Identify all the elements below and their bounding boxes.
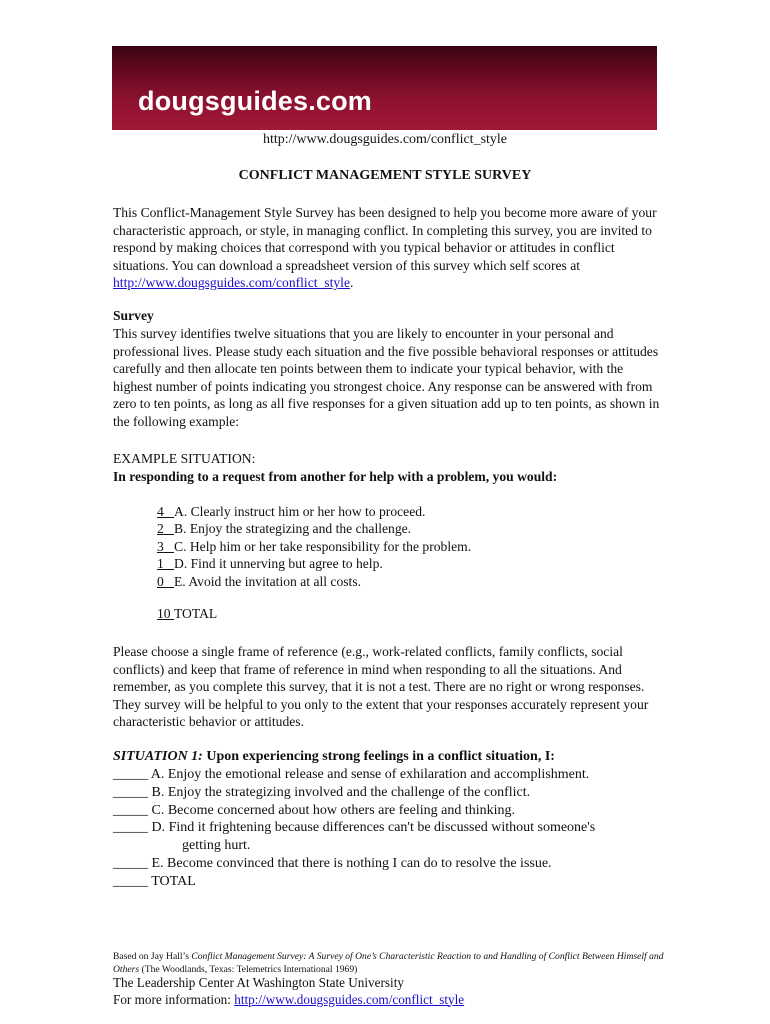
score-blank: 0 (157, 573, 164, 589)
cited-work-title: Conflict Management Survey: A Survey of One’s Characteristic Reaction to and Handling of Conflict Between Himself and Others (113, 951, 664, 975)
site-logo-text: dougsguides.com (138, 86, 373, 116)
situation-1-label: SITUATION 1: (113, 749, 203, 764)
survey-paragraph: This survey identifies twelve situations that you are likely to encounter in your personal and professional lives. Please study each situation and the five possible behavioral responses or attitudes carefully and then allocate ten points between them to indicate your typical behavior, with the highest number of points indicating you strongest choice. Any response can be answered with from zero to ten points, as long as all five responses for a given situation add up to ten points, as shown in the following example: (113, 326, 660, 429)
situation-response[interactable]: _____ A. Enjoy the emotional release and sense of exhilaration and accomplishment. (113, 767, 590, 782)
example-response: 1 D. Find it unnerving but agree to help. (157, 556, 383, 572)
situation-response[interactable]: _____ B. Enjoy the strategizing involved and the challenge of the conflict. (113, 784, 531, 800)
score-blank: 3 (157, 538, 164, 554)
page-title: CONFLICT MANAGEMENT STYLE SURVEY (238, 168, 532, 183)
example-response: 2 B. Enjoy the strategizing and the challenge. (157, 521, 412, 537)
situation-total[interactable]: _____ TOTAL (113, 873, 196, 889)
footer-link[interactable]: http://www.dougsguides.com/conflict_style (234, 991, 465, 1007)
total-score: 10 (157, 606, 171, 621)
score-blank: 4 (157, 504, 164, 519)
header-url: http://www.dougsguides.com/conflict_style (262, 132, 508, 147)
example-total: 10 TOTAL (157, 606, 218, 621)
situation-1-response-list (113, 766, 673, 891)
example-label: EXAMPLE SITUATION: (113, 451, 256, 466)
situation-response-continuation: getting hurt. (182, 838, 251, 854)
footer-org: The Leadership Center At Washington State University (113, 975, 404, 990)
example-response-list (157, 503, 471, 590)
intro-link[interactable]: http://www.dougsguides.com/conflict_style (113, 275, 350, 291)
situation-response[interactable]: _____ D. Find it frightening because differences can't be discussed without someone's (113, 820, 596, 836)
situation-1-question: SITUATION 1: Upon experiencing strong feelings in a conflict situation, I: (113, 749, 555, 764)
citation: Based on Jay Hall’s Conflict Management Survey: A Survey of One’s Characteristic Reaction to and Handling of Conflict Between Himself and Others (The Woodlands, Texas: Telemetrics International 1969) (113, 951, 664, 975)
footer (113, 975, 464, 1008)
situation-response[interactable]: _____ C. Become concerned about how others are feeling and thinking. (113, 802, 515, 818)
example-response: 3 C. Help him or her take responsibility for the problem. (157, 538, 472, 554)
intro-paragraph (113, 204, 663, 292)
site-banner (112, 46, 657, 130)
score-blank: 1 (157, 556, 164, 572)
intro-end: . (349, 275, 354, 291)
intro-text: This Conflict-Management Style Survey has been designed to help you become more aware of your characteristic approach, or style, in managing conflict. In completing this survey, you are invited to respond by making choices that correspond with you typical behavior or attitudes in conflict situations. You can download a spreadsheet version of this survey which self scores at (113, 205, 657, 273)
footer-info: For more information: http://www.dougsguides.com/conflict_style (113, 991, 465, 1007)
instructions-paragraph: Please choose a single frame of reference (e.g., work-related conflicts, family conflicts, social conflicts) and keep that frame of reference in mind when responding to all the situations. And remember, as you complete this survey, that it is not a test. There are no right or wrong responses. They survey will be helpful to you only to the extent that your responses accurately represent your characteristic behavior or attitudes. (113, 644, 649, 730)
survey-heading: Survey (113, 308, 154, 323)
example-response: 0 E. Avoid the invitation at all costs. (157, 573, 362, 589)
example-question: In responding to a request from another for help with a problem, you would: (113, 469, 558, 484)
situation-response[interactable]: _____ E. Become convinced that there is nothing I can do to resolve the issue. (113, 855, 552, 871)
example-response: 4 A. Clearly instruct him or her how to proceed. (157, 504, 426, 519)
score-blank: 2 (157, 521, 164, 537)
